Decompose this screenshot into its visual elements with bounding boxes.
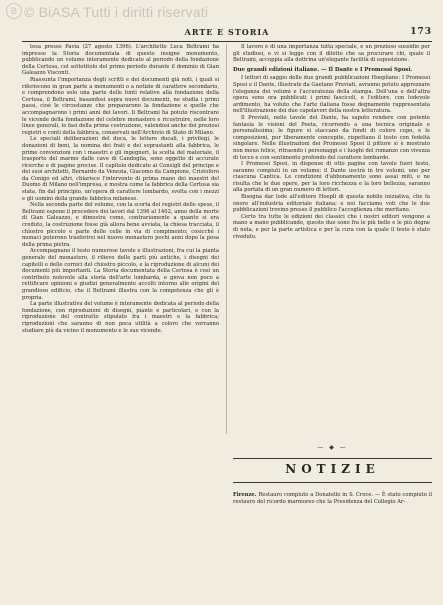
watermark-seal-letter: B [10, 6, 17, 16]
left-paragraph-4: Nella seconda parte del volume, con la scorta dei registri delle spese, il Beltrami espone il procedere dei lavori dal 1396 al 1402, anno della morte di Gian Galeazzo, e dimostra come, contrariamente a quanto si era creduto, la costruzione fosse già allora bene avviata, la chiesa tracciata, il chiostro piccolo e parte delle celle in via di compimento; cosicché i monaci poterono trasferirsi nel nuovo monastero pochi anni dopo la posa della prima pietra. [22, 202, 219, 248]
page-number: 173 [410, 27, 432, 37]
right-paragraph-5: Certo tra tutte le edizioni dei classici che i nostri editori vengono a mano a mano pubblicando, queste due sono fra le più belle e le più degne di nota, e per la parte artistica e per la cura con la quale il testo è stato riveduto. [233, 213, 430, 240]
right-paragraph-4: Bisogna dar lode all'editore Hoepli di questa nobile iniziativa, che fa onore all'industria editoriale italiana; e noi facciamo voti che le due pubblicazioni trovino presso il pubblico l'accoglienza che meritano. [233, 194, 430, 214]
left-paragraph-5: Accompagnano il testo numerose tavole e illustrazioni, fra cui la pianta generale del monastero, il rilievo delle parti più antiche, i disegni dei capitelli e delle cornici del chiostro piccolo, e la riproduzione di alcuni dei documenti più importanti. La Storia documentata della Certosa è così un contributo notevole alla storia dell'arte lombarda, e giova non poco a rettificare opinioni e giudizi generalmente accolti intorno alle origini del grandioso edificio, che il Beltrami illustra con la competenza che gli è propria. [22, 248, 219, 301]
column-divider [226, 44, 227, 434]
notizie-body: Restauro compiuto a Donatello in S. Croce. — È stato compiuto il restauro del ricordo marmoreo che la Presidenza del Collegio Ar- [233, 492, 432, 505]
watermark: © BiASA Tutti i diritti riservati [24, 4, 209, 20]
review-subheading: Due grandi edizioni italiane. — Il Dante e I Promessi Sposi. [233, 66, 413, 73]
watermark-seal-icon [6, 3, 22, 19]
left-paragraph-2: Riassunta l'importanza degli scritti e dei documenti già noti, i quali si riferiscono in gran parte a monumenti o a notizie di carattere secondario, e comprendono solo una parte delle fonti relative alla fondazione della Certosa, il Beltrami, basandosi sopra nuovi documenti, ne studia i primi passi, cioè le circostanze che prepararono la fondazione e quelle che accompagnarono i primi anni dei lavori. Il Beltrami ha potuto riscontrare le vicende della fondazione del celebre monastero e ricostruire, nelle loro linee generali, le fasi della prima costruzione, valendosi anche dei preziosi registri e conti della fabbrica, conservati nell'Archivio di Stato di Milano. [22, 76, 219, 136]
notizie-bottom-rule [233, 482, 432, 483]
running-head [22, 27, 432, 39]
right-column [233, 44, 430, 354]
left-column [22, 44, 219, 600]
right-paragraph-3: I Promessi Sposi, in dispense di otto pagine con tavole fuori testo, saranno compiuti in un volume; il Dante uscirà in tre volumi, uno per ciascuna Cantica. Le condizioni d'abbonamento sono assai miti, e ne risulta che le due opere, per la loro ricchezza e la loro bellezza, saranno alla portata di un gran numero di lettori. [233, 161, 430, 194]
notizie-item [233, 492, 432, 505]
left-paragraph-3: Le speciali deliberazioni del duca, le lettere ducali, i privilegi, le donazioni di beni, la nomina dei frati e dei soprastanti alla fabbrica, le prime convenzioni con i maestri e gli ingegneri, la scelta del materiale, il trasporto del marmo dalle cave di Candoglia, sono oggetto di accurate ricerche e di pagine precise. Il capitolo dedicato ai Consigli del principe e dei suoi architetti, Bernardo da Venezia, Giacomo da Campione, Cristoforo da Conigo ed altri, chiarisce l'intervento di prima mano dei maestri del Duomo di Milano nell'impresa, e mostra come la fabbrica della Certosa sia stata, fin dal principio, un'opera di carattere lombardo, svolta con i mezzi e gli uomini della grande fabbrica milanese. [22, 136, 219, 202]
right-paragraph-1: I lettori di saggio delle due grandi pubblicazioni Hoepliane: I Promessi Sposi e il Dante, illustrate da Gaetano Previati, avranno potuto apprezzare l'eleganza dei volumi e l'accuratezza della stampa. Dell'una e dell'altra opera sono ora pubblicati i primi fascicoli, e l'editore, con lodevole ardimento, ha voluto che l'arte italiana fosse degnamente rappresentata nell'illustrazione dei due capolavori della nostra letteratura. [233, 75, 430, 115]
right-paragraph-2: Il Previati, nelle tavole del Dante, ha saputo rendere con potente fantasia le visioni del Poeta, ricorrendo a una tecnica originale e personalissima; le figure si staccano da fondi di colore cupo, e le composizioni, pur liberamente concepite, rispettano il testo con fedeltà singolare. Nelle illustrazioni dei Promessi Sposi il pittore si è mostrato non meno felice, ritraendo i personaggi e i luoghi del romanzo con vivezza di tocco e con sentimento profondo del carattere lombardo. [233, 114, 430, 161]
header-rule [22, 41, 432, 42]
section-ornament: — ◆ — [317, 444, 348, 451]
notizie-top-rule [233, 458, 432, 459]
left-paragraph-1: tesa presso Pavia (27 agosto 1396). L'architetto Luca Beltrami ha impresso la Storia documentata di questo insigne monumento, pubblicando un volume interamente dedicato al periodo della fondazione della Certosa, col sottotitolo del primo periodo durante il dominio di Gian Galeazzo Visconti. [22, 44, 219, 77]
notizie-title: NOTIZIE [285, 462, 380, 476]
right-intro-paragraph: Il lavoro è di una importanza tutta speciale, e un prezioso sussidio per gli studiosi, e vi si legge con il diletto che sa procurare chi, quale il Beltrami, accoppia alla dottrina un'elegante facilità di esposizione. [233, 44, 430, 64]
notizie-place: Firenze. [233, 492, 257, 498]
left-paragraph-6: La parte illustrativa del volume è interamente dedicata al periodo della fondazione, con riproduzioni di disegni, piante e particolari, e con la riproduzione del contratto stipulato fra i maestri e la fabbrica; riproduzioni che saranno di non poca utilità a coloro che vorranno studiare più da vicino il monumento e le sue vicende. [22, 301, 219, 334]
journal-title: ARTE E STORIA [184, 27, 270, 37]
